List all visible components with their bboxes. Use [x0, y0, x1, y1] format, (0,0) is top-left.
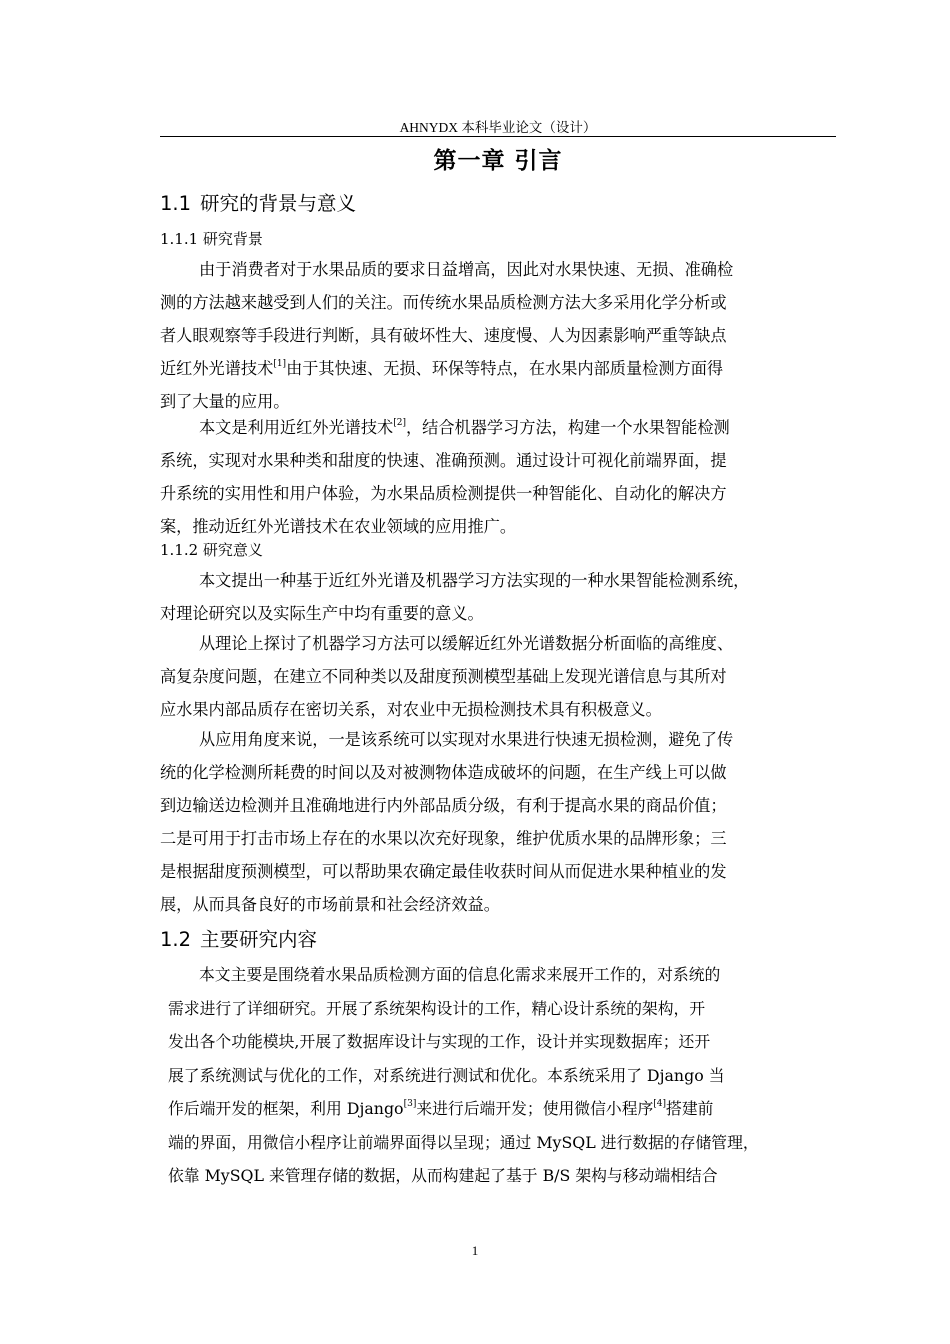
text-line: 测的方法越来越受到人们的关注。而传统水果品质检测方法大多采用化学分析或 [160, 293, 727, 312]
text-line: 本文提出一种基于近红外光谱及机器学习方法实现的一种水果智能检测系统， [199, 571, 750, 590]
text-line: 本文主要是围绕着水果品质检测方面的信息化需求来展开工作的，对系统的 [199, 965, 721, 984]
text-line: 依靠 MySQL 来管理存储的数据，从而构建起了基于 B/S 架构与移动端相结合 [168, 1166, 718, 1185]
text-line: 发出各个功能模块,开展了数据库设计与实现的工作，设计并实现数据库；还开 [168, 1032, 711, 1051]
citation-ref: [1] [273, 359, 287, 369]
running-header: AHNYDX 本科毕业论文（设计） [399, 120, 597, 135]
text-line: 二是可用于打击市场上存在的水果以次充好现象，维护优质水果的品牌形象；三 [160, 829, 727, 848]
text-fragment: ，结合机器学习方法，构建一个水果智能检测 [406, 418, 730, 437]
paragraph-significance-1 [160, 564, 838, 630]
paragraph-significance-2 [160, 627, 838, 726]
text-line: 从理论上探讨了机器学习方法可以缓解近红外光谱数据分析面临的高维度、 [199, 634, 734, 653]
chapter-title: 第一章 引言 [433, 148, 563, 174]
paragraph-main-content [168, 958, 838, 1193]
citation-ref: [3] [403, 1099, 417, 1109]
text-line [160, 352, 838, 385]
text-fragment: 本文是利用近红外光谱技术 [199, 418, 394, 437]
text-line [168, 1092, 838, 1126]
text-line: 端的界面，用微信小程序让前端界面得以呈现；通过 MySQL 进行数据的存储管理， [168, 1132, 759, 1152]
section-number: 1.1 [160, 192, 192, 215]
text-line: 案，推动近红外光谱技术在农业领域的应用推广。 [160, 517, 517, 536]
subsection-heading-1-1-2: 1.1.2 研究意义 [160, 541, 263, 559]
text-line: 从应用角度来说，一是该系统可以实现对水果进行快速无损检测，避免了传 [199, 730, 734, 749]
text-line: 由于消费者对于水果品质的要求日益增高，因此对水果快速、无损、准确检 [199, 260, 734, 279]
text-line: 升系统的实用性和用户体验，为水果品质检测提供一种智能化、自动化的解决方 [160, 484, 727, 503]
text-line: 到了大量的应用。 [160, 392, 290, 411]
paragraph-background-1 [160, 253, 838, 418]
text-line: 展了系统测试与优化的工作，对系统进行测试和优化。本系统采用了 Django 当 [168, 1065, 725, 1085]
section-title: 研究的背景与意义 [200, 192, 357, 215]
page-number: 1 [471, 1243, 479, 1258]
text-line: 应水果内部品质存在密切关系，对农业中无损检测技术具有积极意义。 [160, 700, 662, 719]
text-line: 统的化学检测所耗费的时间以及对被测物体造成破坏的问题，在生产线上可以做 [160, 763, 727, 782]
section-number: 1.2 [160, 928, 192, 951]
text-line: 高复杂度问题，在建立不同种类以及甜度预测模型基础上发现光谱信息与其所对 [160, 667, 727, 686]
citation-ref: [2] [393, 418, 406, 428]
section-heading-1-1 [160, 188, 356, 216]
text-line: 对理论研究以及实际生产中均有重要的意义。 [160, 604, 484, 623]
text-line [160, 411, 838, 444]
header-divider [160, 136, 836, 137]
text-fragment: 由于其快速、无损、环保等特点，在水果内部质量检测方面得 [286, 359, 724, 378]
text-fragment: 近红外光谱技术 [160, 359, 274, 378]
citation-ref: [4] [653, 1099, 667, 1109]
text-line: 是根据甜度预测模型，可以帮助果农确定最佳收获时间从而促进水果种植业的发 [160, 862, 727, 881]
text-line: 需求进行了详细研究。开展了系统架构设计的工作，精心设计系统的架构，开 [168, 998, 706, 1018]
text-line: 者人眼观察等手段进行判断，具有破坏性大、速度慢、人为因素影响严重等缺点 [160, 326, 727, 345]
text-line: 展，从而具备良好的市场前景和社会经济效益。 [160, 895, 500, 914]
section-heading-1-2 [160, 924, 317, 952]
text-fragment: 作后端开发的框架，利用 Django [168, 1099, 404, 1118]
section-title: 主要研究内容 [200, 928, 318, 951]
paragraph-background-2 [160, 411, 838, 543]
text-fragment: 搭建前 [666, 1099, 714, 1118]
text-line: 到边输送边检测并且准确地进行内外部品质分级，有利于提高水果的商品价值； [160, 796, 727, 815]
subsection-heading-1-1-1: 1.1.1 研究背景 [160, 230, 263, 248]
text-fragment: 来进行后端开发；使用微信小程序 [416, 1099, 654, 1118]
text-line: 系统，实现对水果种类和甜度的快速、准确预测。通过设计可视化前端界面，提 [160, 451, 727, 470]
paragraph-significance-3 [160, 723, 838, 921]
